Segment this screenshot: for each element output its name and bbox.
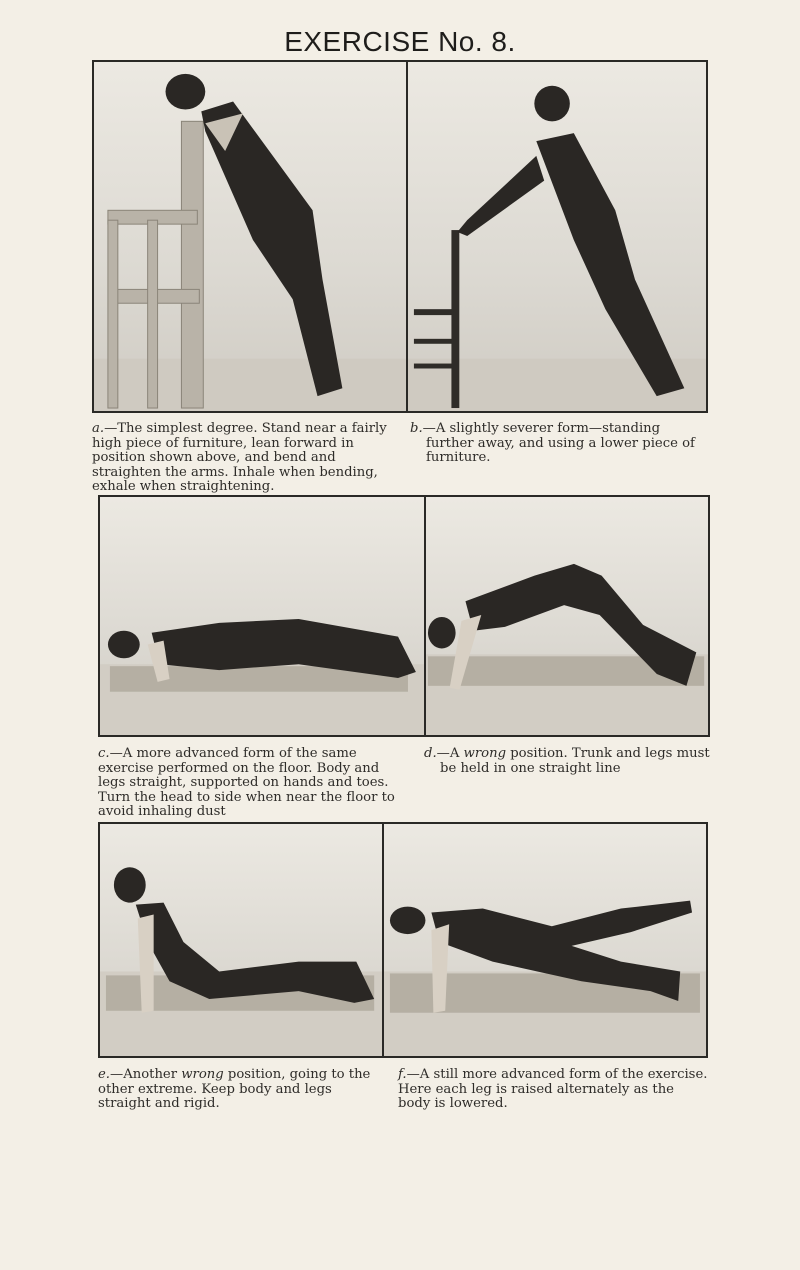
- caption-d-letter: d.: [424, 746, 437, 761]
- photo-f-leg-raised: [382, 824, 706, 1056]
- caption-d-text-before: —A: [436, 746, 464, 761]
- caption-f: [398, 1068, 710, 1112]
- caption-e-text-after: position, going to the other extreme. Keep body and legs straight and rigid.: [98, 1067, 371, 1112]
- caption-a-text: —The simplest degree. Stand near a fairly high piece of furniture, lean forward in position shown above, and bend and straighten the arms. Inhale when bending, exhale when straightening.: [92, 421, 387, 495]
- photo-b-standing-lean-lower-furniture: [406, 62, 706, 411]
- photo-c-floor-push-up: [100, 497, 424, 735]
- caption-e-emphasis: wrong: [181, 1067, 224, 1082]
- photo-a-standing-lean-high-furniture: [94, 62, 406, 411]
- caption-b-letter: b.: [410, 421, 423, 436]
- caption-e-text-before: —Another: [110, 1067, 182, 1082]
- caption-b-text: —A slightly severer form—standing further away, and using a lower piece of furniture.: [422, 421, 695, 466]
- caption-a-letter: a.: [92, 421, 105, 436]
- photo-plate-1: [92, 60, 708, 413]
- caption-c-letter: c.: [98, 746, 110, 761]
- caption-e: [98, 1068, 380, 1112]
- caption-b: [410, 422, 710, 466]
- caption-d: [424, 747, 724, 776]
- page-title: EXERCISE No. 8.: [284, 26, 516, 57]
- caption-e-letter: e.: [98, 1067, 110, 1082]
- photo-d-wrong-hips-raised: [424, 497, 708, 735]
- caption-f-letter: f.: [398, 1067, 407, 1082]
- caption-c: [98, 747, 404, 820]
- photo-plate-2: [98, 495, 710, 737]
- photo-plate-3: [98, 822, 708, 1058]
- caption-d-emphasis: wrong: [463, 746, 507, 761]
- photo-e-wrong-hips-sagging: [100, 824, 382, 1056]
- caption-d-text-after: position. Trunk and legs must be held in one straight line: [440, 746, 710, 776]
- caption-a: [92, 422, 388, 495]
- caption-f-text: —A still more advanced form of the exercise. Here each leg is raised alternately as the body is lowered.: [398, 1067, 708, 1112]
- caption-c-text: —A more advanced form of the same exercise performed on the floor. Body and legs straight, supported on hands and toes. Turn the head to side when near the floor to avoid inhaling dust: [98, 746, 395, 820]
